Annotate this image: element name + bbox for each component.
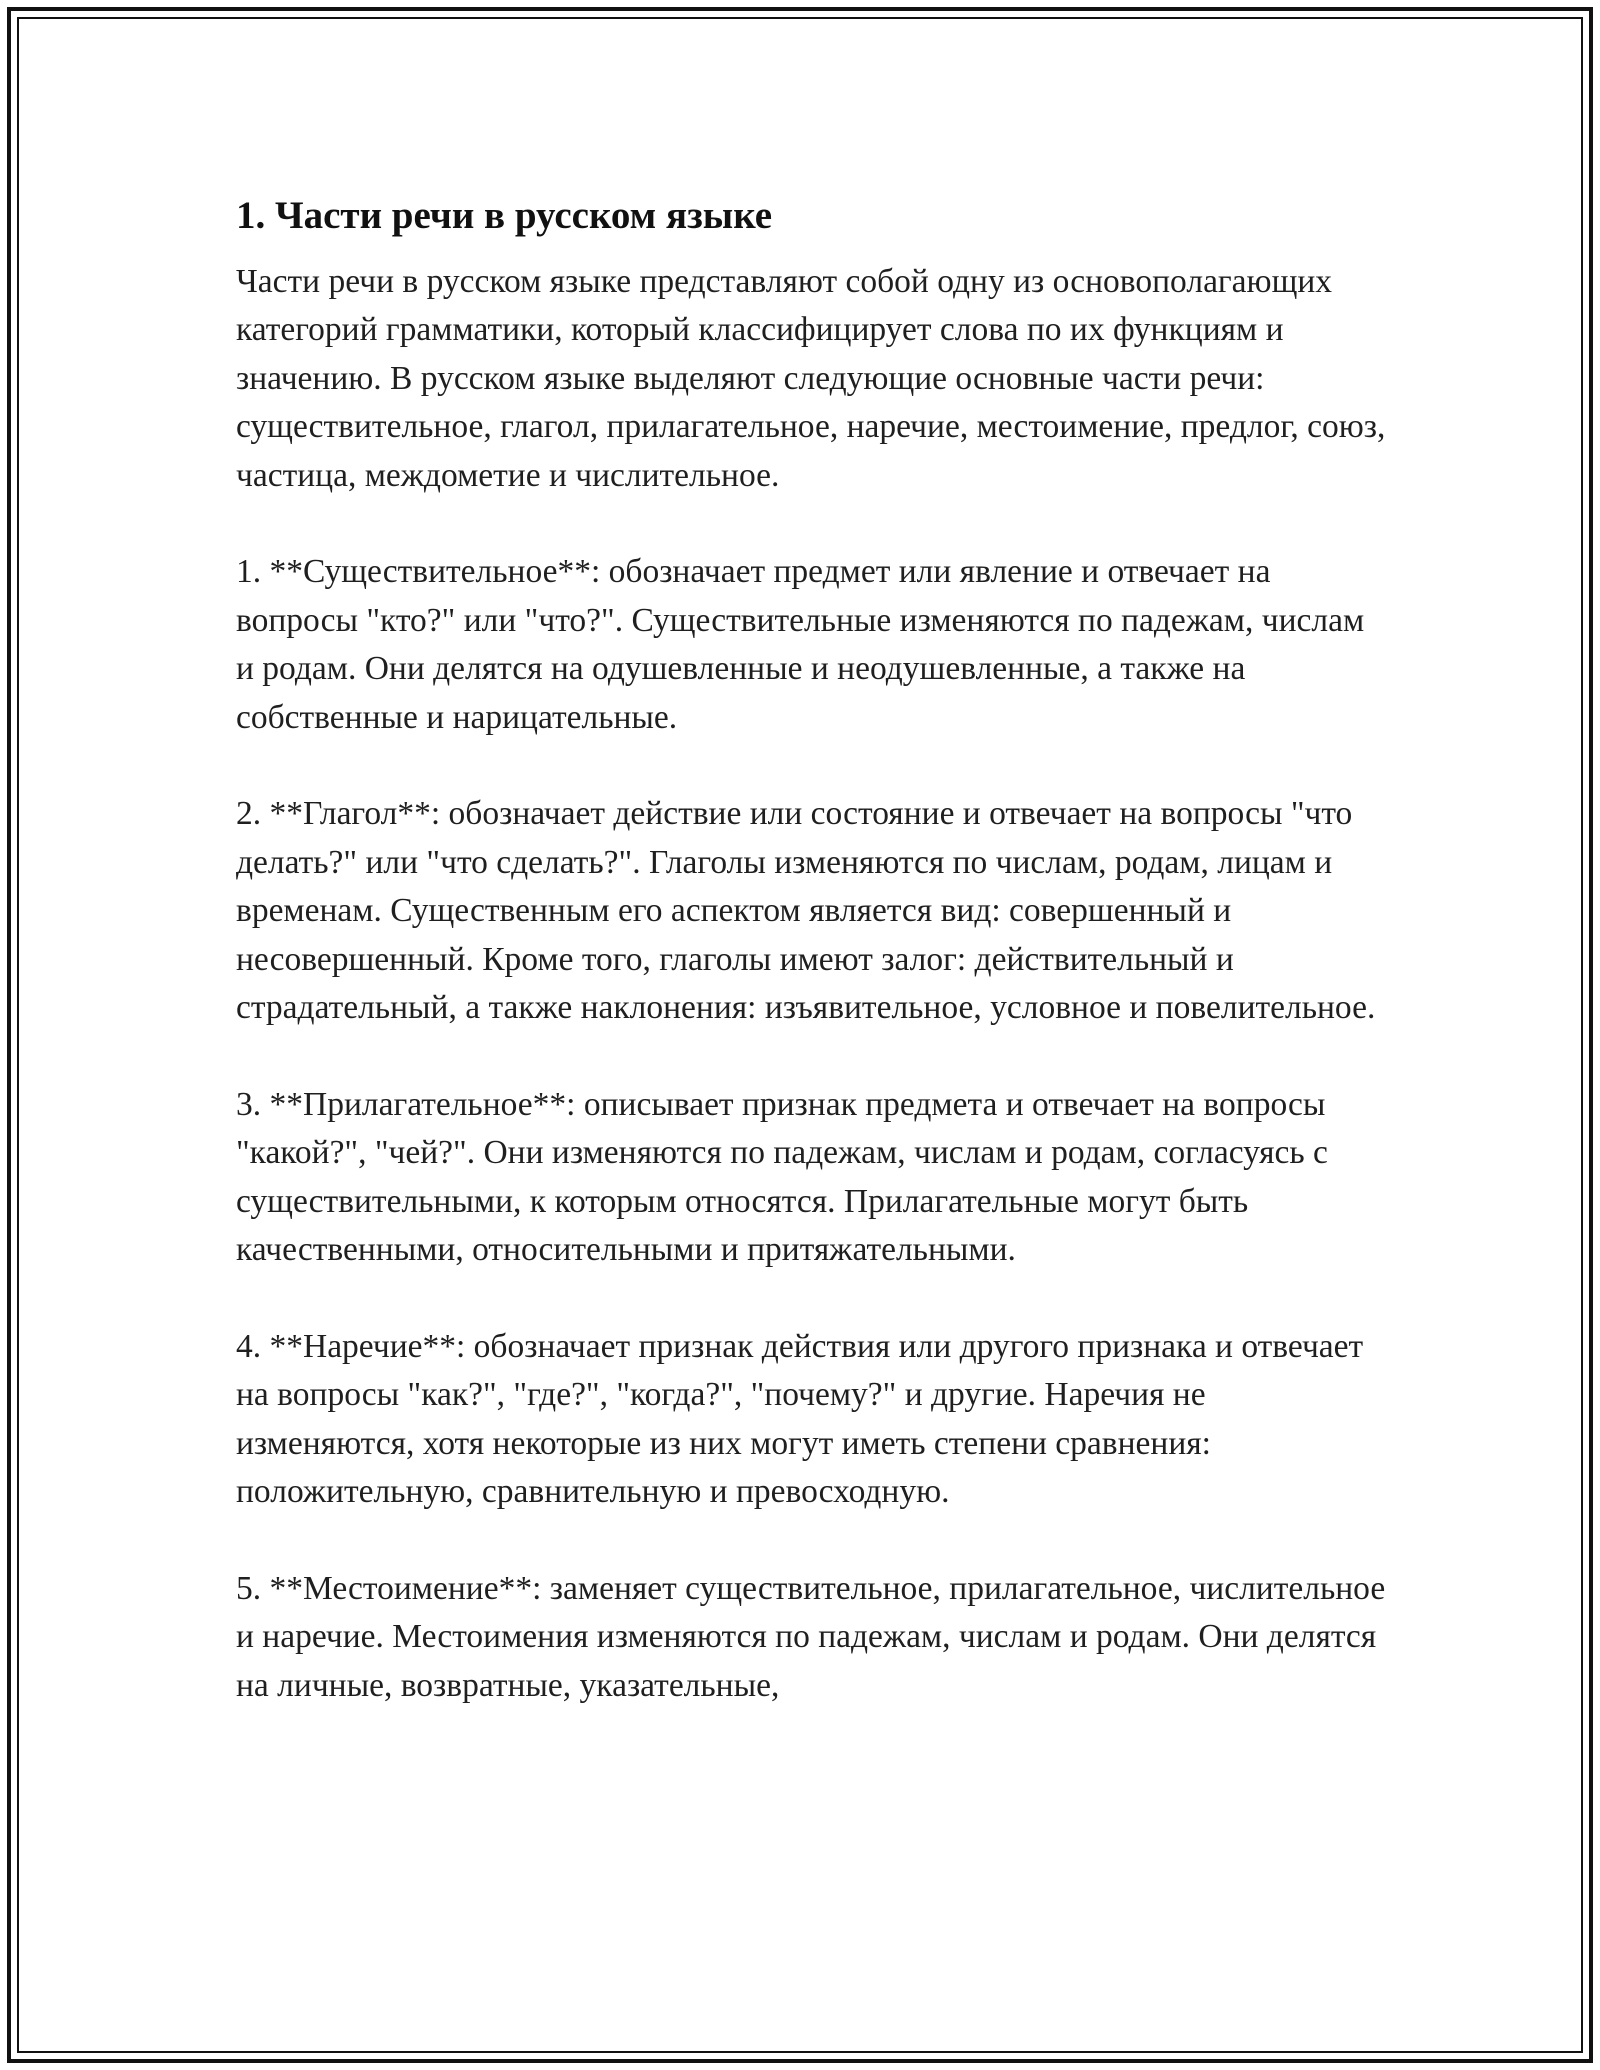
paragraph-adverb: 4. **Наречие**: обозначает признак действия или другого признака и отвечает на вопросы "как?", "где?", "когда?", "почему?" и другие. Наречия не изменяются, хотя некоторые из них могут иметь степени сравнения: положительную, сравнительную и превосходную. [236, 1327, 1364, 1511]
paragraph-adjective: 3. **Прилагательное**: описывает признак предмета и отвечает на вопросы "какой?", "чей?". Они изменяются по падежам, числам и родам, согласуясь с существительными, к которым относятся. Прилагательные могут быть качественными, относительными и притяжательными. [236, 1085, 1328, 1269]
document-body [236, 188, 1386, 1710]
paragraph-noun: 1. **Существительное**: обозначает предмет или явление и отвечает на вопросы "кто?" или "что?". Существительные изменяются по падежам, числам и родам. Они делятся на одушевленные и неодушевленные, а также на собственные и нарицательные. [236, 553, 1365, 736]
paragraph-verb: 2. **Глагол**: обозначает действие или состояние и отвечает на вопросы "что делать?" или "что сделать?". Глаголы изменяются по числам, родам, лицам и временам. Существенным его аспектом является вид: совершенный и несовершенный. Кроме того, глаголы имеют залог: действительный и страдательный, а также наклонения: изъявительное, условное и повелительное. [236, 795, 1376, 1027]
paragraph-intro: Части речи в русском языке представляют собой одну из основополагающих категорий грамматики, который классифицирует слова по их функциям и значению. В русском языке выделяют следующие основные части речи: существительное, глагол, прилагательное, наречие, местоимение, предлог, союз, частица, междометие и числительное. [236, 263, 1386, 494]
paragraph-pronoun: 5. **Местоимение**: заменяет существительное, прилагательное, числительное и наречие. Местоимения изменяются по падежам, числам и родам. Они делятся на личные, возвратные, указательные, [236, 1569, 1386, 1704]
document-title: 1. Части речи в русском языке [236, 194, 773, 237]
